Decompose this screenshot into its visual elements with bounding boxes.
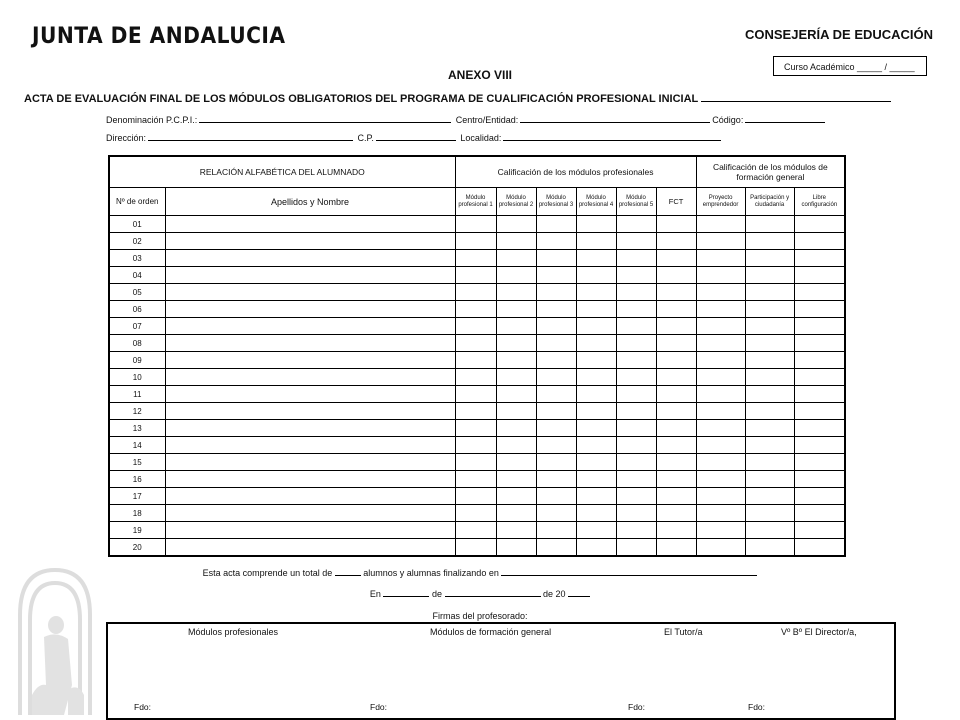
grade-cell[interactable] <box>794 420 845 437</box>
grade-cell[interactable] <box>576 505 616 522</box>
grade-cell[interactable] <box>794 216 845 233</box>
mes-field[interactable] <box>445 588 541 597</box>
grade-cell[interactable] <box>536 267 576 284</box>
denominacion-label: Denominación P.C.P.I.: <box>106 115 198 125</box>
de-label: de <box>431 589 442 599</box>
grade-cell[interactable] <box>576 250 616 267</box>
grade-cell[interactable] <box>455 539 496 556</box>
grade-cell[interactable] <box>745 539 794 556</box>
grade-cell[interactable] <box>696 250 745 267</box>
grade-cell[interactable] <box>496 352 536 369</box>
grade-cell[interactable] <box>576 403 616 420</box>
grade-cell[interactable] <box>696 386 745 403</box>
student-name-cell[interactable] <box>165 386 455 403</box>
grade-cell[interactable] <box>576 352 616 369</box>
grade-cell[interactable] <box>496 301 536 318</box>
grade-cell[interactable] <box>794 454 845 471</box>
grade-cell[interactable] <box>745 454 794 471</box>
grade-cell[interactable] <box>455 335 496 352</box>
finalizando-field[interactable] <box>501 567 757 576</box>
grade-cell[interactable] <box>696 437 745 454</box>
acta-title-blank[interactable] <box>701 92 891 102</box>
centro-label: Centro/Entidad: <box>455 115 519 125</box>
firma-col-tutor: El Tutor/a <box>664 627 703 637</box>
grade-cell[interactable] <box>536 386 576 403</box>
grade-cell[interactable] <box>576 267 616 284</box>
grade-cell[interactable] <box>576 522 616 539</box>
row-number: 17 <box>109 488 165 505</box>
row-number: 15 <box>109 454 165 471</box>
grade-cell[interactable] <box>616 267 656 284</box>
localidad-label: Localidad: <box>460 133 502 143</box>
grade-cell[interactable] <box>576 216 616 233</box>
row-number: 08 <box>109 335 165 352</box>
grade-cell[interactable] <box>745 233 794 250</box>
student-name-cell[interactable] <box>165 437 455 454</box>
total-mid: alumnos y alumnas finalizando en <box>363 568 499 578</box>
grade-cell[interactable] <box>794 488 845 505</box>
grade-cell[interactable] <box>455 318 496 335</box>
grade-cell[interactable] <box>616 403 656 420</box>
curso-academico-box[interactable]: Curso Académico _____ / _____ <box>773 56 927 76</box>
fdo-general[interactable]: Fdo: <box>370 702 388 712</box>
grade-cell[interactable] <box>745 505 794 522</box>
grade-cell[interactable] <box>576 284 616 301</box>
grade-cell[interactable] <box>696 267 745 284</box>
grade-cell[interactable] <box>455 216 496 233</box>
grade-cell[interactable] <box>656 250 696 267</box>
grade-cell[interactable] <box>794 522 845 539</box>
table-row <box>109 250 845 267</box>
grade-cell[interactable] <box>496 386 536 403</box>
grade-cell[interactable] <box>455 420 496 437</box>
grade-cell[interactable] <box>536 250 576 267</box>
grade-cell[interactable] <box>576 539 616 556</box>
student-name-cell[interactable] <box>165 369 455 386</box>
grade-cell[interactable] <box>794 539 845 556</box>
student-name-cell[interactable] <box>165 471 455 488</box>
grade-cell[interactable] <box>656 335 696 352</box>
col-profesional-header: Módulo profesional 4 <box>576 187 616 215</box>
group-alumnado-header: RELACIÓN ALFABÉTICA DEL ALUMNADO <box>109 156 455 187</box>
grade-cell[interactable] <box>696 233 745 250</box>
grade-cell[interactable] <box>794 471 845 488</box>
grade-cell[interactable] <box>656 522 696 539</box>
grade-cell[interactable] <box>656 284 696 301</box>
grade-cell[interactable] <box>496 233 536 250</box>
grade-cell[interactable] <box>455 284 496 301</box>
table-row <box>109 216 845 233</box>
grade-cell[interactable] <box>496 522 536 539</box>
grade-cell[interactable] <box>616 369 656 386</box>
student-name-cell[interactable] <box>165 233 455 250</box>
grade-cell[interactable] <box>696 335 745 352</box>
row-number: 09 <box>109 352 165 369</box>
grade-cell[interactable] <box>536 318 576 335</box>
grade-cell[interactable] <box>794 335 845 352</box>
grade-cell[interactable] <box>616 437 656 454</box>
grade-cell[interactable] <box>616 335 656 352</box>
grade-cell[interactable] <box>455 250 496 267</box>
grade-cell[interactable] <box>656 233 696 250</box>
grade-cell[interactable] <box>576 488 616 505</box>
grade-cell[interactable] <box>496 284 536 301</box>
grade-cell[interactable] <box>745 369 794 386</box>
row-number: 20 <box>109 539 165 556</box>
grade-cell[interactable] <box>616 420 656 437</box>
grade-cell[interactable] <box>794 250 845 267</box>
grade-cell[interactable] <box>536 233 576 250</box>
grade-cell[interactable] <box>455 301 496 318</box>
grade-cell[interactable] <box>536 539 576 556</box>
denominacion-field[interactable] <box>199 113 451 123</box>
grade-cell[interactable] <box>496 471 536 488</box>
grade-cell[interactable] <box>745 284 794 301</box>
grade-cell[interactable] <box>616 216 656 233</box>
grade-cell[interactable] <box>616 284 656 301</box>
row-number: 01 <box>109 216 165 233</box>
grade-cell[interactable] <box>576 301 616 318</box>
firmas-box <box>106 622 896 720</box>
grade-cell[interactable] <box>696 403 745 420</box>
student-name-cell[interactable] <box>165 352 455 369</box>
table-row <box>109 233 845 250</box>
row-number: 16 <box>109 471 165 488</box>
row-number: 19 <box>109 522 165 539</box>
grade-cell[interactable] <box>656 301 696 318</box>
grade-cell[interactable] <box>455 488 496 505</box>
grade-cell[interactable] <box>536 403 576 420</box>
grade-cell[interactable] <box>616 233 656 250</box>
grade-cell[interactable] <box>656 352 696 369</box>
table-row <box>109 471 845 488</box>
grade-cell[interactable] <box>656 318 696 335</box>
cp-label: C.P. <box>357 133 374 143</box>
grade-cell[interactable] <box>745 318 794 335</box>
grade-cell[interactable] <box>656 267 696 284</box>
col-orden-header: Nº de orden <box>109 187 165 215</box>
row-number: 14 <box>109 437 165 454</box>
table-row <box>109 505 845 522</box>
grade-cell[interactable] <box>455 352 496 369</box>
row-number: 05 <box>109 284 165 301</box>
student-name-cell[interactable] <box>165 403 455 420</box>
col-profesional-header: FCT <box>656 187 696 215</box>
grade-cell[interactable] <box>745 420 794 437</box>
grade-cell[interactable] <box>496 250 536 267</box>
grade-cell[interactable] <box>576 369 616 386</box>
grade-cell[interactable] <box>455 403 496 420</box>
table-row <box>109 539 845 556</box>
col-general-header: Participación y ciudadanía <box>745 187 794 215</box>
table-row <box>109 488 845 505</box>
grade-cell[interactable] <box>616 522 656 539</box>
total-line <box>0 567 960 578</box>
grade-cell[interactable] <box>745 250 794 267</box>
de20-label: de 20 <box>543 589 566 599</box>
acta-title <box>24 92 891 105</box>
localidad-field[interactable] <box>503 131 721 141</box>
grade-cell[interactable] <box>616 386 656 403</box>
centro-field[interactable] <box>520 113 710 123</box>
grade-cell[interactable] <box>794 352 845 369</box>
direccion-line <box>106 131 723 143</box>
firma-col-director: Vº Bº El Director/a, <box>781 627 857 637</box>
grade-cell[interactable] <box>496 437 536 454</box>
grade-cell[interactable] <box>496 318 536 335</box>
col-profesional-header: Módulo profesional 2 <box>496 187 536 215</box>
grade-cell[interactable] <box>576 233 616 250</box>
table-row <box>109 352 845 369</box>
table-row <box>109 403 845 420</box>
grade-cell[interactable] <box>745 403 794 420</box>
grade-cell[interactable] <box>794 318 845 335</box>
table-row <box>109 267 845 284</box>
student-name-cell[interactable] <box>165 454 455 471</box>
grade-cell[interactable] <box>696 284 745 301</box>
grade-cell[interactable] <box>536 454 576 471</box>
grade-cell[interactable] <box>496 335 536 352</box>
grade-cell[interactable] <box>656 420 696 437</box>
grade-cell[interactable] <box>696 471 745 488</box>
fdo-tutor[interactable]: Fdo: <box>628 702 646 712</box>
grade-cell[interactable] <box>616 301 656 318</box>
grade-cell[interactable] <box>455 437 496 454</box>
table-row <box>109 284 845 301</box>
grade-cell[interactable] <box>576 437 616 454</box>
table-row <box>109 522 845 539</box>
grade-cell[interactable] <box>696 216 745 233</box>
grade-cell[interactable] <box>696 505 745 522</box>
grade-cell[interactable] <box>696 420 745 437</box>
fdo-profesionales[interactable]: Fdo: <box>134 702 152 712</box>
year-field[interactable] <box>568 588 590 597</box>
grade-cell[interactable] <box>656 488 696 505</box>
grade-cell[interactable] <box>696 318 745 335</box>
grade-cell[interactable] <box>496 369 536 386</box>
grade-cell[interactable] <box>455 454 496 471</box>
grade-cell[interactable] <box>536 420 576 437</box>
table-row <box>109 386 845 403</box>
grade-cell[interactable] <box>576 420 616 437</box>
table-row <box>109 335 845 352</box>
row-number: 10 <box>109 369 165 386</box>
grade-cell[interactable] <box>656 505 696 522</box>
firmas-title: Firmas del profesorado: <box>432 611 528 621</box>
row-number: 18 <box>109 505 165 522</box>
table-row <box>109 318 845 335</box>
student-name-cell[interactable] <box>165 216 455 233</box>
grade-cell[interactable] <box>455 369 496 386</box>
direccion-label: Dirección: <box>106 133 147 143</box>
grade-cell[interactable] <box>616 318 656 335</box>
row-number: 07 <box>109 318 165 335</box>
student-name-cell[interactable] <box>165 335 455 352</box>
group-general-header: Calificación de los módulos de formación general <box>696 156 845 187</box>
table-row <box>109 301 845 318</box>
junta-logo: JUNTA DE ANDALUCIA <box>32 24 286 49</box>
firma-col-general: Módulos de formación general <box>430 627 552 637</box>
grade-cell[interactable] <box>696 301 745 318</box>
grade-cell[interactable] <box>794 233 845 250</box>
total-count-field[interactable] <box>335 567 361 576</box>
student-name-cell[interactable] <box>165 522 455 539</box>
grade-cell[interactable] <box>745 301 794 318</box>
grade-cell[interactable] <box>616 250 656 267</box>
student-name-cell[interactable] <box>165 267 455 284</box>
grade-cell[interactable] <box>794 403 845 420</box>
grade-cell[interactable] <box>616 488 656 505</box>
grade-cell[interactable] <box>455 471 496 488</box>
grade-cell[interactable] <box>536 352 576 369</box>
grade-cell[interactable] <box>455 267 496 284</box>
total-pre: Esta acta comprende un total de <box>202 568 333 578</box>
grade-cell[interactable] <box>745 386 794 403</box>
col-nombre-header: Apellidos y Nombre <box>165 187 455 215</box>
group-profesionales-header: Calificación de los módulos profesionales <box>455 156 696 187</box>
fecha-line <box>0 588 960 599</box>
fdo-director[interactable]: Fdo: <box>748 702 766 712</box>
grade-cell[interactable] <box>745 352 794 369</box>
grade-cell[interactable] <box>794 369 845 386</box>
table-row <box>109 437 845 454</box>
grade-cell[interactable] <box>794 505 845 522</box>
row-number: 11 <box>109 386 165 403</box>
row-number: 03 <box>109 250 165 267</box>
grade-cell[interactable] <box>745 335 794 352</box>
grade-cell[interactable] <box>576 318 616 335</box>
acta-title-text: ACTA DE EVALUACIÓN FINAL DE LOS MÓDULOS OBLIGATORIOS DEL PROGRAMA DE CUALIFICACIÓN PROFESIONAL INICIAL <box>24 93 699 105</box>
table-row <box>109 369 845 386</box>
table-row <box>109 420 845 437</box>
grade-cell[interactable] <box>656 216 696 233</box>
lugar-field[interactable] <box>383 588 429 597</box>
table-row <box>109 454 845 471</box>
grade-cell[interactable] <box>745 267 794 284</box>
grade-cell[interactable] <box>656 454 696 471</box>
grade-cell[interactable] <box>794 284 845 301</box>
codigo-field[interactable] <box>745 113 825 123</box>
grade-cell[interactable] <box>616 352 656 369</box>
grade-cell[interactable] <box>536 471 576 488</box>
en-label: En <box>369 589 381 599</box>
student-name-cell[interactable] <box>165 505 455 522</box>
grade-cell[interactable] <box>696 539 745 556</box>
grade-cell[interactable] <box>656 369 696 386</box>
row-number: 06 <box>109 301 165 318</box>
student-name-cell[interactable] <box>165 250 455 267</box>
col-profesional-header: Módulo profesional 5 <box>616 187 656 215</box>
grade-cell[interactable] <box>496 488 536 505</box>
grade-cell[interactable] <box>696 488 745 505</box>
grade-cell[interactable] <box>616 505 656 522</box>
student-name-cell[interactable] <box>165 488 455 505</box>
col-profesional-header: Módulo profesional 1 <box>455 187 496 215</box>
grade-cell[interactable] <box>496 505 536 522</box>
grade-cell[interactable] <box>616 471 656 488</box>
grade-cell[interactable] <box>536 505 576 522</box>
col-profesional-header: Módulo profesional 3 <box>536 187 576 215</box>
grade-cell[interactable] <box>794 437 845 454</box>
firma-col-profesionales: Módulos profesionales <box>188 627 279 637</box>
student-name-cell[interactable] <box>165 284 455 301</box>
grade-cell[interactable] <box>496 403 536 420</box>
grade-cell[interactable] <box>696 522 745 539</box>
grade-cell[interactable] <box>576 471 616 488</box>
department-name: CONSEJERÍA DE EDUCACIÓN <box>745 27 934 42</box>
grade-cell[interactable] <box>455 505 496 522</box>
col-general-header: Libre configuración <box>794 187 845 215</box>
cp-field[interactable] <box>376 131 456 141</box>
evaluation-table <box>108 155 846 557</box>
row-number: 04 <box>109 267 165 284</box>
grade-cell[interactable] <box>696 352 745 369</box>
grade-cell[interactable] <box>496 267 536 284</box>
row-number: 02 <box>109 233 165 250</box>
grade-cell[interactable] <box>455 233 496 250</box>
row-number: 13 <box>109 420 165 437</box>
anexo-title: ANEXO VIII <box>447 68 512 82</box>
grade-cell[interactable] <box>794 386 845 403</box>
student-name-cell[interactable] <box>165 420 455 437</box>
grade-cell[interactable] <box>794 301 845 318</box>
col-general-header: Proyecto emprendedor <box>696 187 745 215</box>
student-name-cell[interactable] <box>165 318 455 335</box>
grade-cell[interactable] <box>536 301 576 318</box>
grade-cell[interactable] <box>656 386 696 403</box>
grade-cell[interactable] <box>455 522 496 539</box>
grade-cell[interactable] <box>656 471 696 488</box>
grade-cell[interactable] <box>745 216 794 233</box>
grade-cell[interactable] <box>496 454 536 471</box>
grade-cell[interactable] <box>656 403 696 420</box>
grade-cell[interactable] <box>496 420 536 437</box>
andalucia-emblem-watermark <box>10 555 100 720</box>
grade-cell[interactable] <box>616 539 656 556</box>
grade-cell[interactable] <box>576 386 616 403</box>
grade-cell[interactable] <box>536 369 576 386</box>
grade-cell[interactable] <box>656 437 696 454</box>
grade-cell[interactable] <box>696 454 745 471</box>
codigo-label: Código: <box>712 115 744 125</box>
row-number: 12 <box>109 403 165 420</box>
grade-cell[interactable] <box>536 437 576 454</box>
grade-cell[interactable] <box>536 216 576 233</box>
denominacion-line <box>106 113 827 125</box>
grade-cell[interactable] <box>496 539 536 556</box>
grade-cell[interactable] <box>745 471 794 488</box>
grade-cell[interactable] <box>696 369 745 386</box>
grade-cell[interactable] <box>794 267 845 284</box>
grade-cell[interactable] <box>496 216 536 233</box>
grade-cell[interactable] <box>576 335 616 352</box>
grade-cell[interactable] <box>745 522 794 539</box>
direccion-field[interactable] <box>148 131 353 141</box>
grade-cell[interactable] <box>616 454 656 471</box>
grade-cell[interactable] <box>745 488 794 505</box>
grade-cell[interactable] <box>536 522 576 539</box>
student-name-cell[interactable] <box>165 301 455 318</box>
grade-cell[interactable] <box>536 488 576 505</box>
grade-cell[interactable] <box>455 386 496 403</box>
grade-cell[interactable] <box>536 335 576 352</box>
student-name-cell[interactable] <box>165 539 455 556</box>
grade-cell[interactable] <box>656 539 696 556</box>
grade-cell[interactable] <box>536 284 576 301</box>
grade-cell[interactable] <box>745 437 794 454</box>
grade-cell[interactable] <box>576 454 616 471</box>
